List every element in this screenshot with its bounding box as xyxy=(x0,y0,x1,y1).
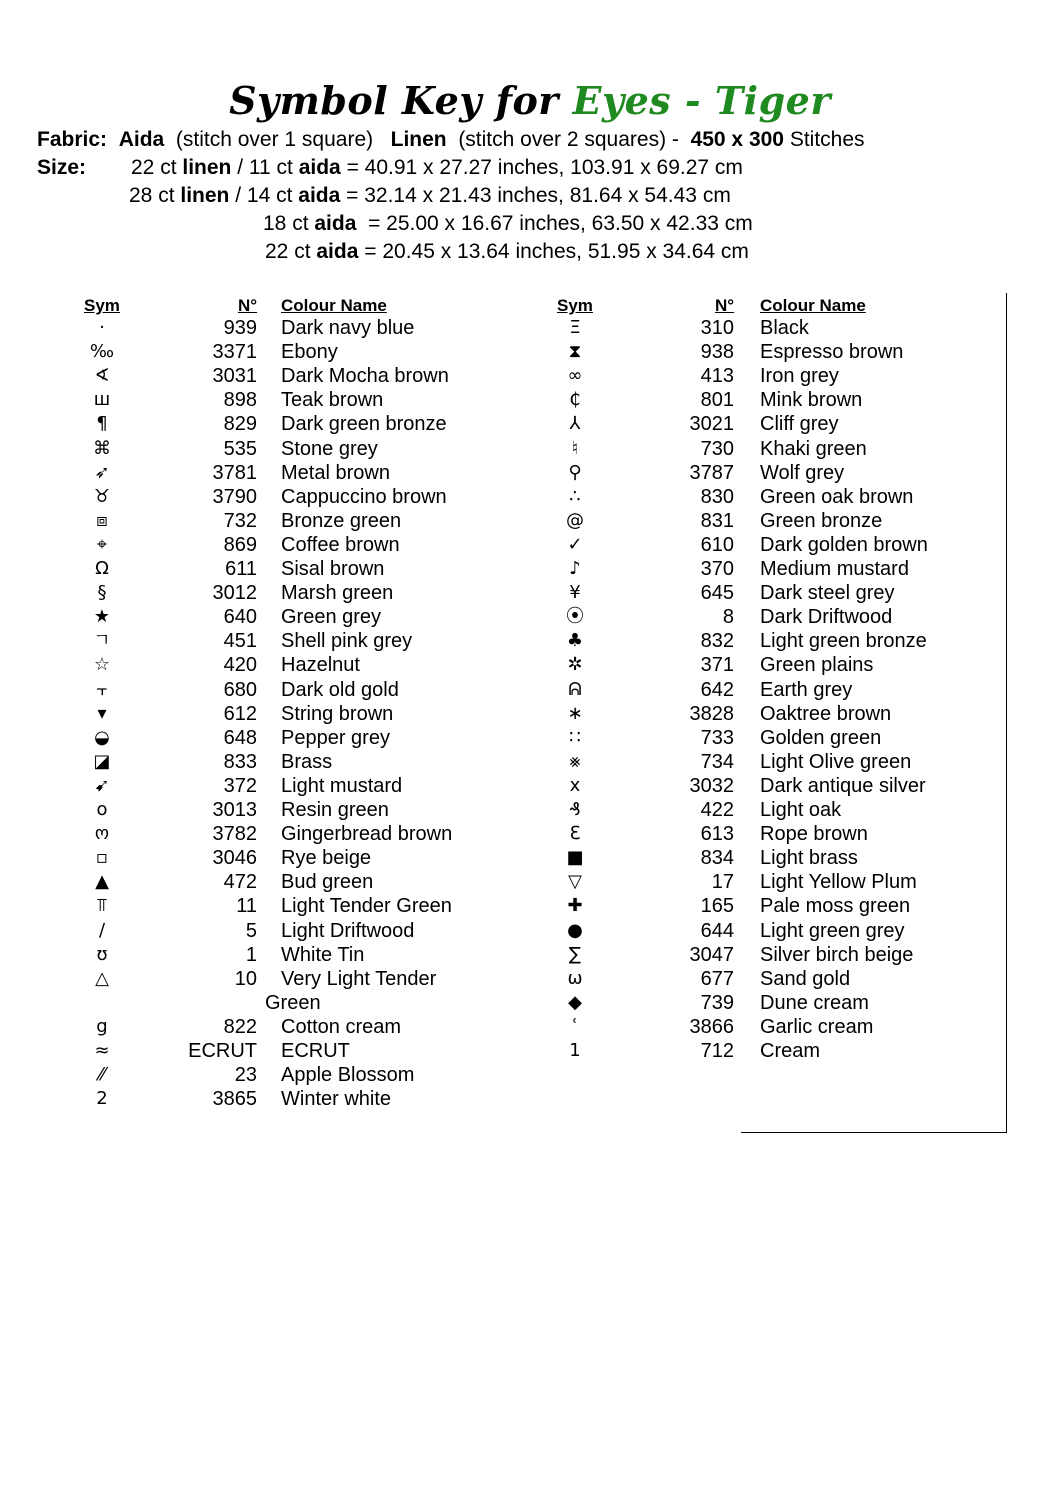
row-number: 8 xyxy=(722,606,734,629)
row-colour-name: Resin green xyxy=(281,799,389,821)
row-colour-name: Pale moss green xyxy=(760,895,911,918)
row-number: 3866 xyxy=(689,1015,734,1038)
row-symbol: ▽ xyxy=(568,871,582,893)
row-number: 730 xyxy=(700,437,734,460)
row-colour-name: Light Tender Green xyxy=(281,895,452,918)
row-symbol: ◒ xyxy=(94,726,110,748)
row-colour-name: Teak brown xyxy=(281,389,384,412)
row-number: 644 xyxy=(700,919,734,942)
row-symbol: ¥ xyxy=(569,582,581,604)
size-line: 18 ct aida = 25.00 x 16.67 inches, 63.50 x 42.33 cm xyxy=(263,212,753,235)
row-colour-name: Pepper grey xyxy=(281,726,390,749)
row-number: 732 xyxy=(223,509,257,532)
row-colour-name: Dark steel grey xyxy=(760,582,895,605)
row-colour-name: Green plains xyxy=(760,654,874,677)
table-row xyxy=(0,533,1060,557)
title-prefix: Symbol Key for xyxy=(229,78,559,123)
row-symbol: ◪ xyxy=(93,750,111,772)
table-row xyxy=(0,388,1060,412)
fabric-aida: Aida xyxy=(118,128,165,151)
table-row xyxy=(0,967,1060,991)
row-number: 370 xyxy=(700,558,734,580)
table-border-bottom xyxy=(741,1132,1007,1133)
row-number: 610 xyxy=(700,533,734,556)
row-symbol: △ xyxy=(95,967,109,989)
row-colour-name: Cliff grey xyxy=(760,413,839,436)
row-symbol: ⚲ xyxy=(568,461,582,483)
row-number: 3787 xyxy=(689,461,734,484)
row-symbol: ♪ xyxy=(569,558,581,579)
row-colour-name: Cotton cream xyxy=(281,1015,402,1038)
row-number: 1 xyxy=(245,943,257,966)
page-title xyxy=(0,78,1060,123)
table-row xyxy=(0,943,1060,967)
row-symbol: ➶ xyxy=(94,461,110,483)
fabric-linen-note: (stitch over 2 squares) - xyxy=(458,128,679,151)
row-colour-name: Cream xyxy=(760,1040,821,1062)
row-colour-name: Espresso brown xyxy=(760,341,904,364)
row-number: 165 xyxy=(700,895,734,918)
row-symbol: ℇ xyxy=(569,823,581,845)
row-symbol: ᕱ xyxy=(568,678,582,700)
row-colour-name: Dark Mocha brown xyxy=(281,365,449,388)
row-symbol: ⫟ xyxy=(96,678,108,700)
row-colour-name: Metal brown xyxy=(281,461,390,484)
row-symbol: ⦿ xyxy=(566,606,584,628)
row-symbol: ■ xyxy=(566,847,584,869)
fabric-label: Fabric: xyxy=(37,128,108,151)
table-row xyxy=(0,581,1060,605)
row-symbol: ₰ xyxy=(569,799,581,820)
table-row xyxy=(0,919,1060,943)
header-sym-right: Sym xyxy=(557,296,593,315)
table-row xyxy=(0,461,1060,485)
row-colour-name: Black xyxy=(760,317,809,339)
row-symbol: ₵ xyxy=(569,389,581,411)
table-border-right xyxy=(1006,293,1007,1133)
row-number: 3031 xyxy=(212,365,257,388)
row-number: 613 xyxy=(700,823,734,846)
fabric-aida-note: (stitch over 1 square) xyxy=(175,128,374,151)
row-number: 734 xyxy=(700,750,734,773)
row-colour-name: ECRUT xyxy=(281,1040,350,1062)
row-number: 822 xyxy=(223,1015,257,1038)
row-colour-name: Dune cream xyxy=(760,991,869,1014)
row-symbol: x xyxy=(569,774,581,796)
row-symbol: ∴ xyxy=(569,485,581,507)
table-row xyxy=(0,798,1060,822)
row-number: 3782 xyxy=(212,823,257,846)
table-row xyxy=(0,316,1060,340)
table-row xyxy=(0,1087,1060,1111)
row-colour-name: White Tin xyxy=(281,943,365,966)
row-number: 371 xyxy=(700,654,734,677)
row-number: 801 xyxy=(700,389,734,412)
row-symbol: ʿ xyxy=(572,1015,578,1037)
size-label: Size: xyxy=(37,156,87,179)
row-colour-name: Light Olive green xyxy=(760,750,912,773)
row-colour-name: Light green bronze xyxy=(760,630,927,653)
row-colour-name: Garlic cream xyxy=(760,1015,874,1038)
row-symbol: ▫ xyxy=(95,847,109,869)
row-colour-name: Rope brown xyxy=(760,823,868,846)
row-colour-name: Oaktree brown xyxy=(760,702,892,725)
row-colour-name: Wolf grey xyxy=(760,461,845,484)
row-number: 17 xyxy=(711,871,734,894)
row-colour-name: Apple Blossom xyxy=(281,1064,415,1087)
row-symbol: ㄱ xyxy=(93,630,111,652)
row-number: 938 xyxy=(700,341,734,364)
row-number: 611 xyxy=(225,558,257,580)
row-colour-name: Dark navy blue xyxy=(281,317,415,339)
table-row xyxy=(0,629,1060,653)
row-symbol: § xyxy=(97,582,107,604)
row-symbol: ⌖ xyxy=(96,533,108,555)
header-sym-left: Sym xyxy=(84,296,120,315)
row-symbol: 2 xyxy=(96,1088,108,1110)
row-symbol: ∞ xyxy=(567,365,583,387)
row-colour-name: Dark golden brown xyxy=(760,533,928,556)
stitches-word: Stitches xyxy=(789,128,865,151)
row-symbol: ✚ xyxy=(567,895,583,917)
row-number: 733 xyxy=(700,726,734,749)
row-symbol: ◆ xyxy=(568,991,582,1013)
row-colour-name: Stone grey xyxy=(281,437,378,460)
row-number: 832 xyxy=(700,630,734,653)
row-number: ECRUT xyxy=(188,1040,257,1062)
row-number: 829 xyxy=(223,413,257,436)
row-number: 535 xyxy=(223,437,257,460)
table-row xyxy=(0,726,1060,750)
table-row xyxy=(0,437,1060,461)
row-number: 3790 xyxy=(212,485,257,508)
row-number: 372 xyxy=(223,774,257,797)
row-symbol: ♮ xyxy=(571,437,579,459)
row-symbol: ▾ xyxy=(97,702,107,724)
table-row xyxy=(0,605,1060,629)
row-number: 680 xyxy=(223,678,257,701)
fabric-linen: Linen xyxy=(390,128,447,151)
row-symbol: @ xyxy=(566,509,584,531)
row-number: 23 xyxy=(234,1064,257,1087)
row-symbol: ▲ xyxy=(95,871,109,893)
row-number: 612 xyxy=(223,702,257,725)
table-row xyxy=(0,870,1060,894)
row-number: 3046 xyxy=(212,847,257,870)
row-symbol: ☆ xyxy=(93,654,111,676)
row-symbol: ✲ xyxy=(567,654,583,676)
row-colour-name: Dark Driftwood xyxy=(760,606,893,629)
row-number: 3013 xyxy=(212,799,257,821)
row-symbol: ⨳ xyxy=(569,750,581,772)
row-colour-name: Khaki green xyxy=(760,437,867,460)
table-row xyxy=(0,653,1060,677)
row-symbol: ≈ xyxy=(94,1040,110,1061)
row-colour-name: Brass xyxy=(281,750,333,773)
row-symbol: ★ xyxy=(93,606,111,628)
row-number: 10 xyxy=(234,967,257,990)
table-row xyxy=(0,364,1060,388)
row-number: 645 xyxy=(700,582,734,605)
row-symbol: ‰ xyxy=(89,341,115,363)
row-colour-name: Dark green bronze xyxy=(281,413,447,436)
row-symbol: ∗ xyxy=(567,702,583,724)
row-symbol: ∢ xyxy=(94,365,110,387)
row-number: 3371 xyxy=(212,341,257,364)
row-colour-name: Green grey xyxy=(281,606,382,629)
row-colour-name: Marsh green xyxy=(281,582,394,605)
row-number: 420 xyxy=(223,654,257,677)
row-colour-name: Sisal brown xyxy=(281,558,385,580)
row-colour-name: Sand gold xyxy=(760,967,851,990)
row-number: 898 xyxy=(223,389,257,412)
row-symbol: · xyxy=(99,317,105,338)
row-number: 422 xyxy=(700,799,734,821)
row-symbol: ⧗ xyxy=(568,341,582,363)
row-symbol: Ξ xyxy=(569,317,581,338)
row-number: 3032 xyxy=(689,774,734,797)
row-number: 451 xyxy=(223,630,257,653)
row-symbol: ✓ xyxy=(567,533,583,555)
row-symbol: ш xyxy=(93,389,111,411)
row-colour-name: Golden green xyxy=(760,726,882,749)
row-number: 3021 xyxy=(689,413,734,436)
row-number: 3865 xyxy=(212,1088,257,1111)
row-number: 739 xyxy=(700,991,734,1014)
header-name-right: Colour Name xyxy=(760,296,866,315)
stitch-count: 450 x 300 xyxy=(690,128,784,151)
table-row xyxy=(0,822,1060,846)
row-colour-name: Medium mustard xyxy=(760,558,909,580)
table-row xyxy=(0,894,1060,918)
row-number: 834 xyxy=(700,847,734,870)
table-row xyxy=(0,678,1060,702)
row-colour-name: Bronze green xyxy=(281,509,402,532)
row-number: 648 xyxy=(223,726,257,749)
table-row xyxy=(0,557,1060,581)
row-colour-name: Mink brown xyxy=(760,389,863,412)
table-row xyxy=(0,340,1060,364)
row-number: 3012 xyxy=(212,582,257,605)
row-symbol: ∷ xyxy=(569,726,581,748)
row-colour-name: Winter white xyxy=(281,1088,392,1111)
size-line: 22 ct aida = 20.45 x 13.64 inches, 51.95 x 34.64 cm xyxy=(265,240,749,263)
row-symbol: ω xyxy=(567,967,583,989)
row-number: 3047 xyxy=(689,943,734,966)
table-row xyxy=(0,702,1060,726)
row-symbol: g xyxy=(96,1015,108,1037)
table-row xyxy=(0,509,1060,533)
row-number: 712 xyxy=(700,1040,734,1062)
row-symbol: ● xyxy=(567,919,583,941)
table-row xyxy=(0,1015,1060,1039)
row-colour-name: Light oak xyxy=(760,799,842,821)
row-number: 642 xyxy=(700,678,734,701)
header-num-right: N° xyxy=(715,296,735,315)
table-row xyxy=(0,1063,1060,1087)
row-colour-name: Light mustard xyxy=(281,774,403,797)
row-colour-name: Cappuccino brown xyxy=(281,485,447,508)
row-colour-name: Dark antique silver xyxy=(760,774,926,797)
row-colour-name: Shell pink grey xyxy=(281,630,413,653)
row-symbol: Ω xyxy=(95,558,109,579)
row-number: 5 xyxy=(245,919,257,942)
row-colour-name: Green bronze xyxy=(760,509,883,532)
row-colour-name: Gingerbread brown xyxy=(281,823,453,846)
row-colour-name: Rye beige xyxy=(281,847,372,870)
row-number: 830 xyxy=(700,485,734,508)
row-colour-name: String brown xyxy=(281,702,394,725)
row-symbol: ¶ xyxy=(96,413,108,435)
row-symbol: ∑ xyxy=(568,943,582,965)
row-colour-name-wrap: Green xyxy=(265,991,321,1014)
row-symbol: ⫪ xyxy=(96,895,108,917)
row-symbol: ო xyxy=(94,823,110,845)
row-colour-name: Iron grey xyxy=(760,365,839,388)
row-symbol: ♣ xyxy=(566,630,584,652)
row-number: 11 xyxy=(236,895,257,918)
row-symbol: ♉ xyxy=(93,485,111,507)
table-row xyxy=(0,412,1060,436)
row-colour-name: Very Light Tender xyxy=(281,967,437,990)
row-symbol: ∕ xyxy=(98,919,106,941)
row-symbol: ➹ xyxy=(94,774,110,796)
header-name-left: Colour Name xyxy=(281,296,387,315)
row-colour-name: Hazelnut xyxy=(281,654,360,677)
pattern-name: Eyes - Tiger xyxy=(572,78,831,123)
row-colour-name: Light Driftwood xyxy=(281,919,415,942)
table-row xyxy=(0,846,1060,870)
row-symbol: o xyxy=(96,799,108,820)
row-colour-name: Bud green xyxy=(281,871,374,894)
row-colour-name: Green oak brown xyxy=(760,485,914,508)
table-row xyxy=(0,774,1060,798)
row-symbol: ʊ xyxy=(96,943,108,965)
row-colour-name: Light brass xyxy=(760,847,858,870)
row-number: 3781 xyxy=(212,461,257,484)
size-line: 22 ct linen / 11 ct aida = 40.91 x 27.27 inches, 103.91 x 69.27 cm xyxy=(131,156,743,179)
row-colour-name: Dark old gold xyxy=(281,678,399,701)
row-number: 831 xyxy=(700,509,734,532)
row-symbol: ⁄⁄ xyxy=(98,1064,105,1086)
row-number: 310 xyxy=(700,317,734,339)
row-symbol: ⧈ xyxy=(96,509,108,531)
fabric-line xyxy=(37,126,865,154)
row-colour-name: Coffee brown xyxy=(281,533,400,556)
row-number: 640 xyxy=(223,606,257,629)
row-number: 3828 xyxy=(689,702,734,725)
row-number: 939 xyxy=(223,317,257,339)
row-number: 472 xyxy=(223,871,257,894)
row-colour-name: Light green grey xyxy=(760,919,905,942)
table-row xyxy=(0,750,1060,774)
row-symbol: 1 xyxy=(569,1040,581,1061)
row-symbol: ⌘ xyxy=(93,437,111,459)
table-row xyxy=(0,991,1060,1015)
row-symbol: ⅄ xyxy=(569,413,581,435)
row-colour-name: Ebony xyxy=(281,341,338,364)
row-colour-name: Light Yellow Plum xyxy=(760,871,917,894)
row-number: 869 xyxy=(223,533,257,556)
row-number: 413 xyxy=(700,365,734,388)
row-colour-name: Silver birch beige xyxy=(760,943,914,966)
table-row xyxy=(0,485,1060,509)
table-row xyxy=(0,1039,1060,1063)
header-num-left: N° xyxy=(238,296,258,315)
row-colour-name: Earth grey xyxy=(760,678,853,701)
size-line: 28 ct linen / 14 ct aida = 32.14 x 21.43 inches, 81.64 x 54.43 cm xyxy=(129,184,731,207)
row-number: 833 xyxy=(223,750,257,773)
row-number: 677 xyxy=(700,967,734,990)
